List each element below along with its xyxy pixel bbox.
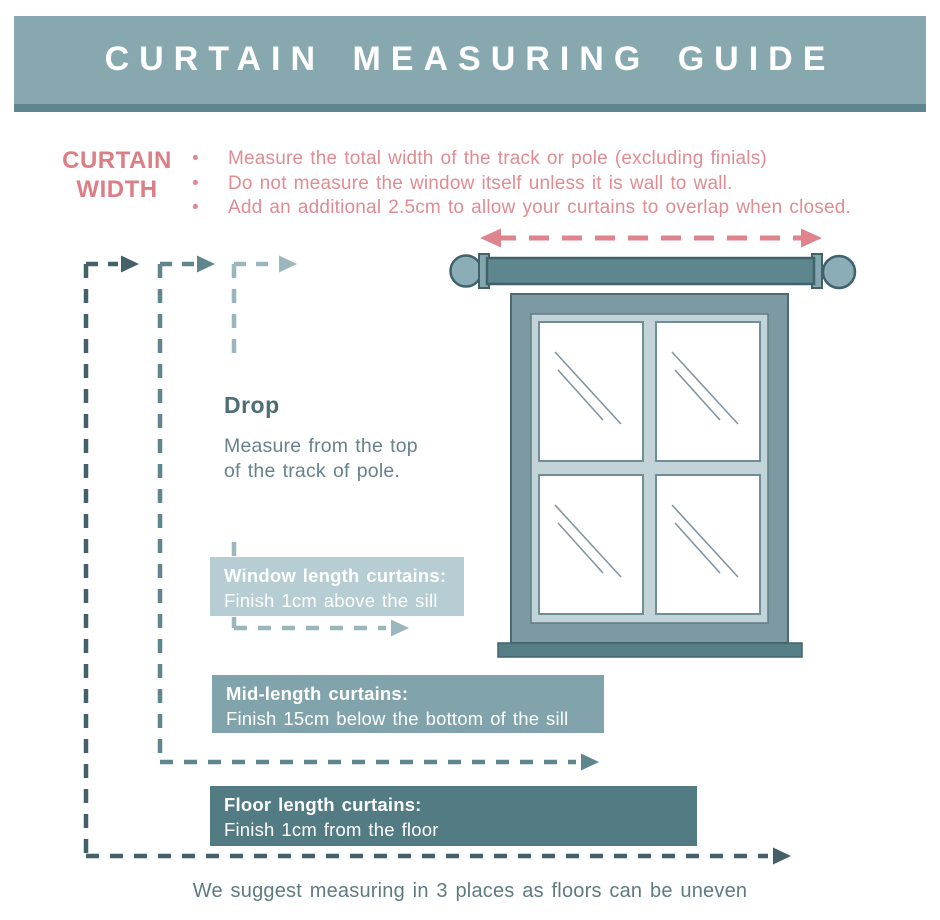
box-subtitle: Finish 1cm above the sill [224, 590, 438, 611]
arrow-right-icon [801, 229, 822, 248]
box-subtitle: Finish 15cm below the bottom of the sill [226, 708, 569, 729]
pole-finial-left [451, 256, 482, 287]
box-title: Mid-length curtains: [226, 683, 409, 704]
arrow-right-icon [279, 256, 297, 273]
box-subtitle: Finish 1cm from the floor [224, 819, 439, 840]
bullet-text: Add an additional 2.5cm to allow your curtains to overlap when closed. [228, 197, 852, 218]
bullet-text: Do not measure the window itself unless it is wall to wall. [228, 172, 733, 194]
arrow-right-icon [197, 256, 215, 273]
drop-description-line2: of the track of pole. [224, 459, 401, 482]
arrow-right-icon [121, 256, 139, 273]
box-title: Floor length curtains: [224, 794, 422, 815]
bullet-dot-icon: • [192, 148, 199, 169]
width-label-line2: WIDTH [76, 176, 158, 203]
window-illustration [498, 294, 802, 657]
page-title: CURTAIN MEASURING GUIDE [104, 40, 836, 78]
bullet-dot-icon: • [192, 197, 199, 218]
arrow-right-icon [581, 754, 599, 771]
floor-length-box [210, 786, 697, 846]
width-label-line1: CURTAIN [62, 147, 172, 174]
bullet-text: Measure the total width of the track or pole (excluding finials) [228, 148, 767, 169]
footer-note: We suggest measuring in 3 places as floors can be uneven [192, 880, 748, 902]
mid-length-box [212, 675, 604, 733]
drop-title: Drop [224, 392, 280, 418]
curtain-pole [451, 254, 856, 288]
window-sill [498, 643, 802, 657]
drop-description-line1: Measure from the top [224, 435, 418, 457]
arrow-right-icon [391, 620, 409, 637]
arrow-left-icon [480, 229, 501, 248]
pole-finial-right [823, 256, 855, 288]
bullet-dot-icon: • [192, 172, 199, 194]
arrow-right-icon [773, 848, 791, 865]
box-title: Window length curtains: [224, 565, 447, 586]
window-length-box [210, 557, 464, 616]
pole-bar [487, 258, 814, 284]
width-measure-arrow [480, 229, 822, 248]
